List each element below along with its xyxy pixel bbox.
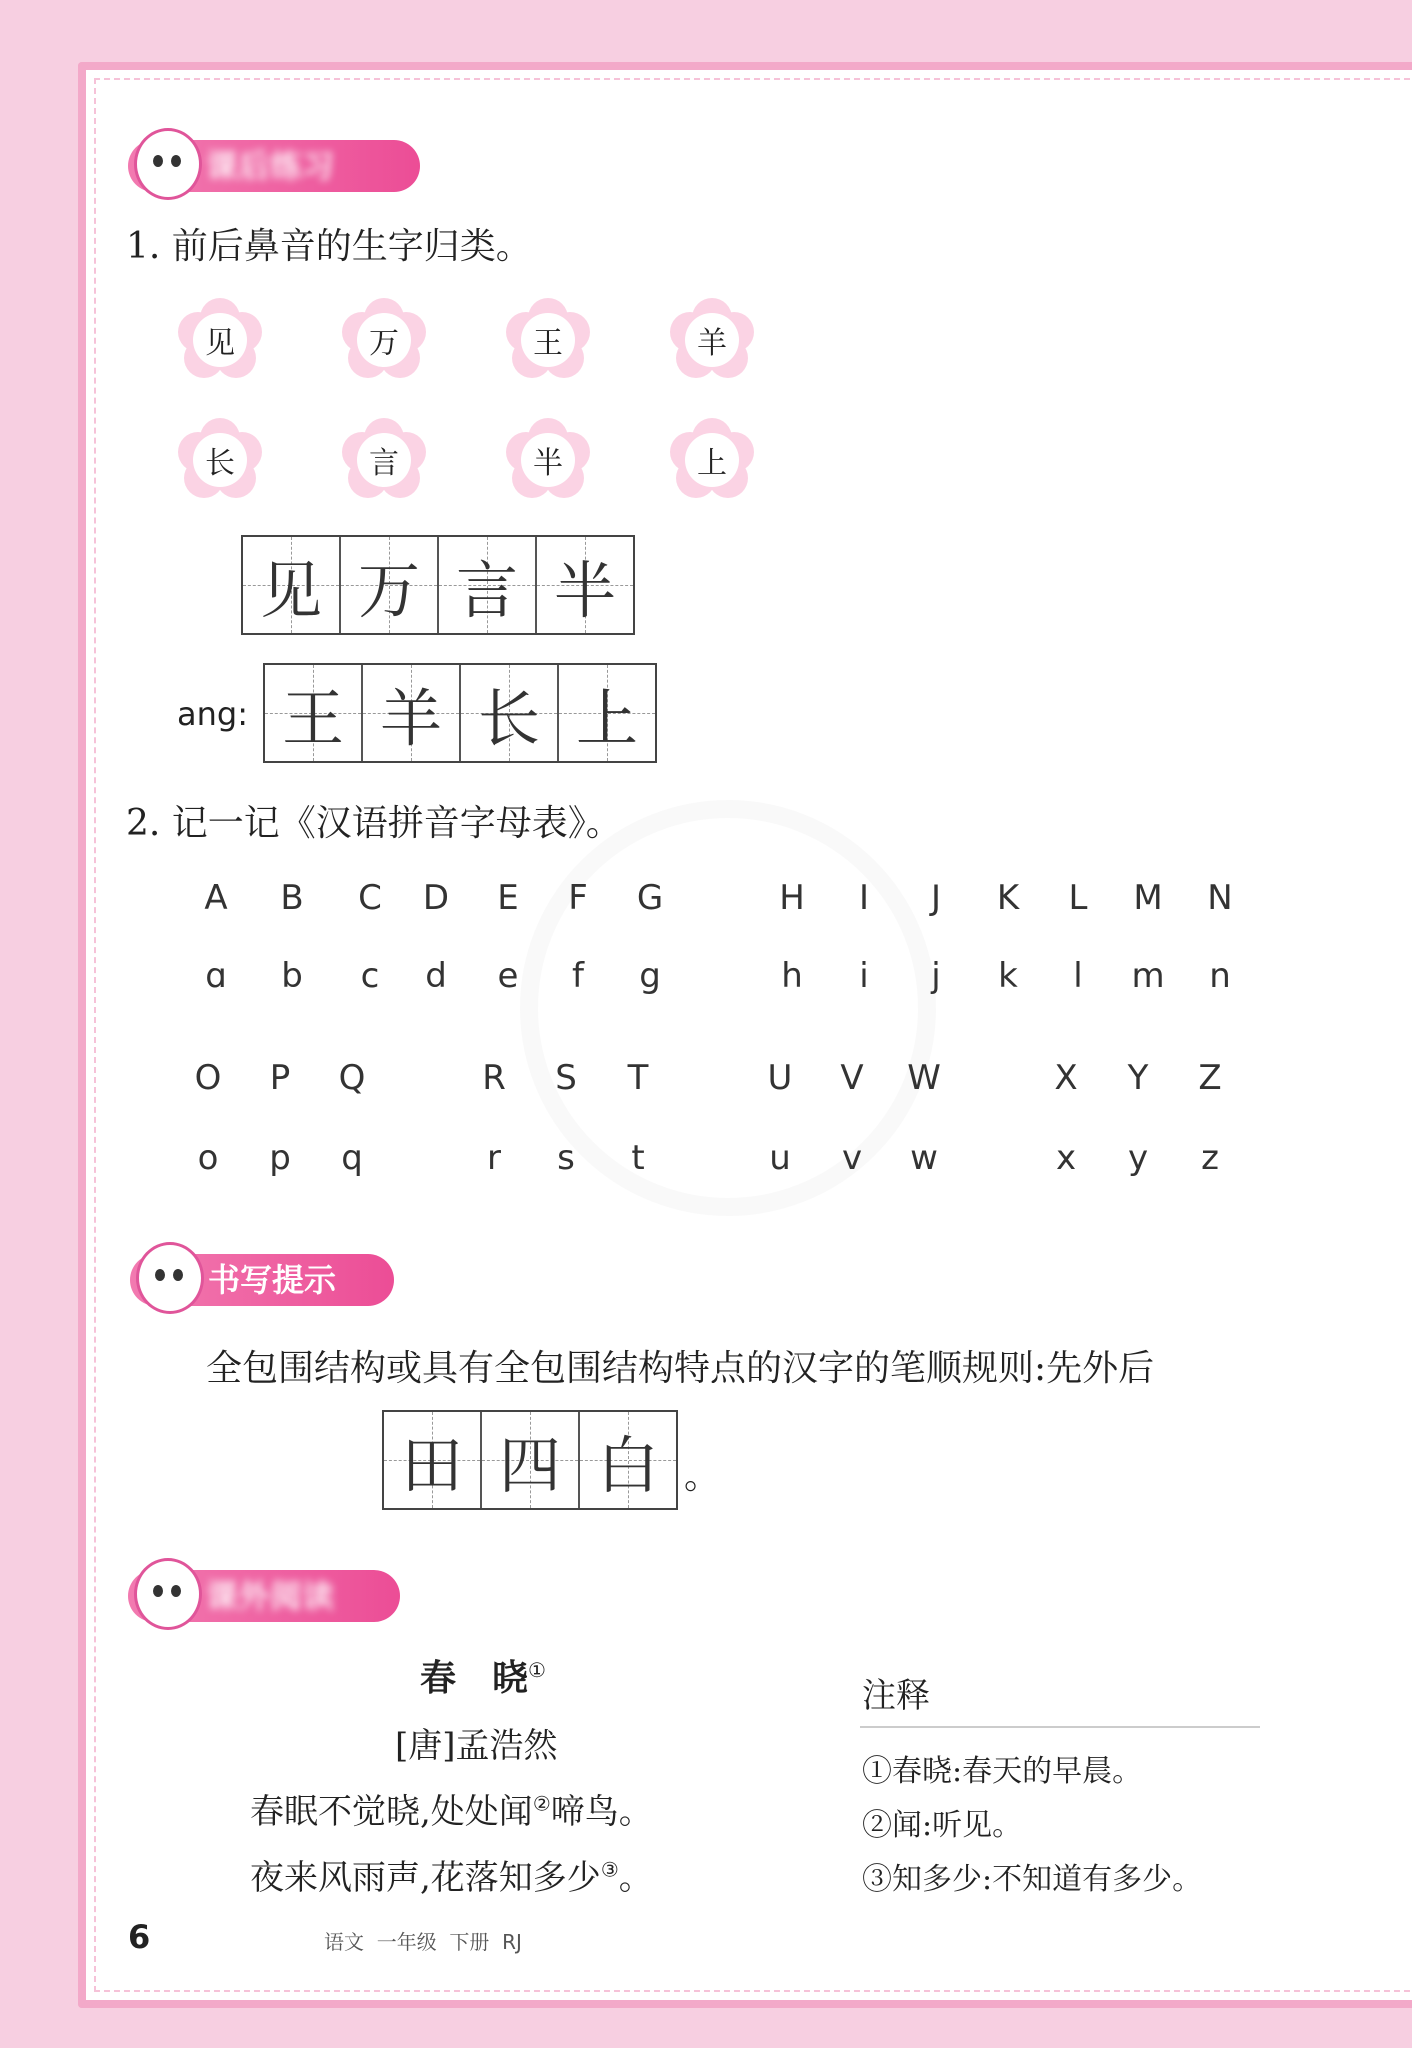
alphabet-letter: E xyxy=(497,878,519,918)
alphabet-letter: t xyxy=(631,1138,645,1178)
alphabet-letter: D xyxy=(422,878,450,918)
flower-char xyxy=(178,418,262,502)
grid-cell: 田 xyxy=(384,1412,482,1508)
alphabet-letter: B xyxy=(280,878,304,918)
notes-divider xyxy=(860,1726,1260,1728)
alphabet-letter: C xyxy=(358,878,382,918)
alphabet-letter: k xyxy=(998,956,1018,996)
notes-title: 注释 xyxy=(862,1676,930,1716)
grid-cell: 万 xyxy=(341,537,439,633)
ang-answer-grid xyxy=(263,663,657,763)
flower-char xyxy=(342,418,426,502)
flower-char xyxy=(342,298,426,382)
alphabet-letter: K xyxy=(996,878,1020,918)
grid-cell: 白 xyxy=(580,1412,676,1508)
grid-cell: 半 xyxy=(537,537,633,633)
question-1: 1. 前后鼻音的生字归类。 xyxy=(126,226,532,267)
alphabet-letter: F xyxy=(568,878,588,918)
note-item: ①春晓:春天的早晨。 xyxy=(862,1754,1143,1789)
grid-cell: 长 xyxy=(461,665,559,761)
reading-section-badge: 课外阅读 xyxy=(128,1570,400,1622)
alphabet-letter: j xyxy=(931,956,941,996)
poem-author: [唐]孟浩然 xyxy=(395,1726,558,1766)
alphabet-letter: q xyxy=(341,1138,363,1178)
flower-char-label: 上 xyxy=(685,433,739,487)
alphabet-letter: e xyxy=(497,956,519,996)
alphabet-letter: w xyxy=(910,1138,938,1178)
writing-rule-text: 全包围结构或具有全包围结构特点的汉字的笔顺规则:先外后 xyxy=(206,1348,1155,1389)
flower-char xyxy=(506,298,590,382)
alphabet-letter: G xyxy=(636,878,664,918)
alphabet-letter: b xyxy=(281,956,303,996)
an-label: an: xyxy=(180,566,231,604)
alphabet-letter: Q xyxy=(338,1058,366,1098)
alphabet-letter: R xyxy=(482,1058,506,1098)
alphabet-letter: H xyxy=(779,878,805,918)
mouse-mascot-icon xyxy=(134,1558,202,1630)
alphabet-letter: x xyxy=(1055,1138,1077,1178)
poem-line-2: 夜来风雨声,花落知多少③。 xyxy=(250,1857,653,1898)
alphabet-letter: W xyxy=(907,1058,941,1098)
alphabet-letter: d xyxy=(425,956,447,996)
alphabet-letter: y xyxy=(1127,1138,1149,1178)
alphabet-letter: J xyxy=(930,878,942,918)
alphabet-letter: A xyxy=(204,878,228,918)
poem-title: 春 晓① xyxy=(420,1657,546,1699)
grid-cell: 见 xyxy=(243,537,341,633)
flower-char xyxy=(670,418,754,502)
flower-char-label: 半 xyxy=(521,433,575,487)
grid-cell: 王 xyxy=(265,665,363,761)
page-number: 6 xyxy=(128,1918,151,1956)
alphabet-letter: i xyxy=(859,956,869,996)
alphabet-letter: V xyxy=(840,1058,864,1098)
flower-char-label: 万 xyxy=(357,313,411,367)
alphabet-letter: u xyxy=(769,1138,791,1178)
alphabet-letter: P xyxy=(269,1058,291,1098)
grid-cell: 四 xyxy=(482,1412,580,1508)
alphabet-letter: I xyxy=(858,878,870,918)
pencil-mascot-icon xyxy=(136,1242,204,1314)
note-item: ②闻:听见。 xyxy=(862,1808,1023,1843)
ang-label: ang: xyxy=(177,695,248,733)
alphabet-letter: ɑ xyxy=(205,956,227,996)
flower-char xyxy=(178,298,262,382)
footer-book-info: 语文 一年级 下册 RJ xyxy=(324,1930,522,1954)
alphabet-letter: o xyxy=(197,1138,219,1178)
flower-char-label: 长 xyxy=(193,433,247,487)
grid-cell: 羊 xyxy=(363,665,461,761)
alphabet-letter: f xyxy=(572,956,584,996)
exercise-section-badge: 课后练习 xyxy=(128,140,420,192)
grid-cell: 上 xyxy=(559,665,655,761)
alphabet-letter: Y xyxy=(1127,1058,1149,1098)
alphabet-letter: O xyxy=(194,1058,222,1098)
alphabet-letter: N xyxy=(1207,878,1233,918)
poem-line-1: 春眠不觉晓,处处闻②啼鸟。 xyxy=(250,1791,653,1832)
alphabet-letter: v xyxy=(841,1138,863,1178)
alphabet-letter: z xyxy=(1201,1138,1219,1178)
alphabet-letter: M xyxy=(1133,878,1163,918)
flower-char-label: 羊 xyxy=(685,313,739,367)
mascot-icon xyxy=(134,128,202,200)
flower-char xyxy=(506,418,590,502)
question-2: 2. 记一记《汉语拼音字母表》。 xyxy=(126,803,622,844)
alphabet-letter: S xyxy=(555,1058,577,1098)
alphabet-letter: g xyxy=(639,956,661,996)
flower-char-label: 言 xyxy=(357,433,411,487)
alphabet-letter: X xyxy=(1054,1058,1078,1098)
alphabet-letter: h xyxy=(781,956,803,996)
flower-char-label: 王 xyxy=(521,313,575,367)
writing-rule-end: 。 xyxy=(684,1456,721,1497)
writing-tip-badge: 书写提示 xyxy=(130,1254,394,1306)
note-item: ③知多少:不知道有多少。 xyxy=(862,1862,1203,1897)
alphabet-letter: p xyxy=(269,1138,291,1178)
alphabet-letter: s xyxy=(557,1138,575,1178)
alphabet-letter: n xyxy=(1209,956,1231,996)
alphabet-letter: Z xyxy=(1198,1058,1222,1098)
alphabet-letter: L xyxy=(1068,878,1088,918)
an-answer-grid xyxy=(241,535,635,635)
alphabet-letter: c xyxy=(360,956,380,996)
writing-example-grid xyxy=(382,1410,678,1510)
alphabet-letter: l xyxy=(1073,956,1083,996)
alphabet-letter: U xyxy=(767,1058,793,1098)
grid-cell: 言 xyxy=(439,537,537,633)
alphabet-letter: m xyxy=(1131,956,1165,996)
alphabet-letter: T xyxy=(627,1058,649,1098)
flower-char xyxy=(670,298,754,382)
alphabet-letter: r xyxy=(487,1138,501,1178)
flower-char-label: 见 xyxy=(193,313,247,367)
